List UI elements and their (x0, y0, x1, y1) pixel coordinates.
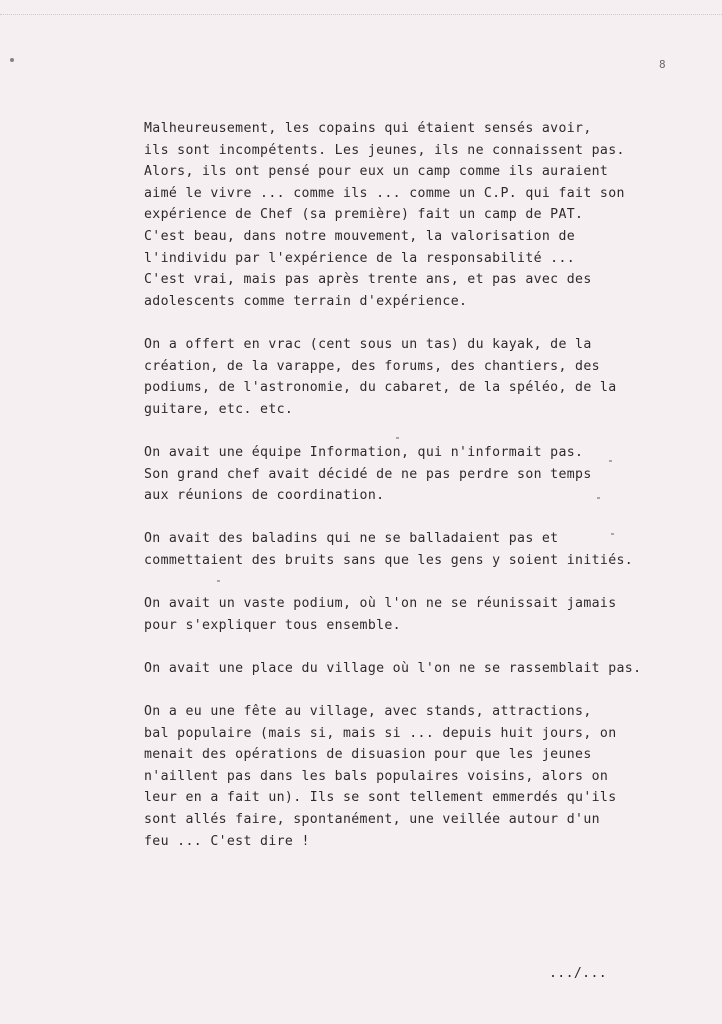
text-line: C'est beau, dans notre mouvement, la valorisation de (144, 228, 576, 244)
text-line: expérience de Chef (sa première) fait un camp de PAT. (144, 207, 584, 223)
continuation-mark: .../... (549, 966, 608, 981)
text-line: adolescents comme terrain d'expérience. (144, 293, 468, 309)
text-line: Alors, ils ont pensé pour eux un camp comme ils auraient (144, 164, 609, 180)
ink-speck (396, 437, 399, 439)
text-line: feu ... C'est dire ! (144, 833, 310, 849)
text-line: menait des opérations de disuasion pour que les jeunes (144, 747, 592, 763)
paragraph-gap (144, 571, 704, 593)
text-line: l'individu par l'expérience de la responsabilité ... (144, 250, 576, 266)
paragraph-gap (144, 507, 704, 529)
paragraph (144, 701, 704, 852)
paragraph-gap (144, 312, 704, 334)
text-line: aux réunions de coordination. (144, 488, 385, 504)
text-line: Malheureusement, les copains qui étaient sensés avoir, (144, 121, 592, 136)
text-line: sont allés faire, spontanément, une veillée autour d'un (144, 812, 600, 827)
text-line: On avait une équipe Information, qui n'informait pas. (144, 444, 584, 460)
text-line: Son grand chef avait décidé de ne pas perdre son temps (144, 466, 592, 482)
paragraph (144, 442, 704, 507)
text-line: aimé le vivre ... comme ils ... comme un C.P. qui fait son (144, 185, 625, 201)
text-line: pour s'expliquer tous ensemble. (144, 617, 401, 633)
text-line: guitare, etc. etc. (144, 401, 294, 417)
text-line: leur en a fait un). Ils se sont tellement emmerdés qu'ils (144, 790, 617, 806)
paragraph (144, 528, 704, 571)
paragraph-gap (144, 679, 704, 701)
text-line: On avait une place du village où l'on ne se rassemblait pas. (144, 660, 642, 676)
paragraph (144, 658, 704, 680)
text-line: n'aillent pas dans les bals populaires voisins, alors on (144, 768, 609, 784)
text-line: création, de la varappe, des forums, des chantiers, des (144, 358, 600, 374)
paragraph (144, 593, 704, 636)
paragraph (144, 118, 704, 312)
page-top-edge (0, 14, 722, 23)
paragraph-gap (144, 636, 704, 658)
paragraph (144, 334, 704, 420)
text-line: On avait des baladins qui ne se balladaient pas et (144, 531, 559, 547)
text-line: On a eu une fête au village, avec stands, attractions, (144, 704, 592, 720)
punch-mark (10, 58, 14, 62)
ink-speck (611, 533, 614, 535)
text-line: ils sont incompétents. Les jeunes, ils ne connaissent pas. (144, 142, 625, 158)
ink-speck (609, 460, 612, 462)
typed-body-text (144, 118, 704, 852)
text-line: bal populaire (mais si, mais si ... depuis huit jours, on (144, 725, 617, 741)
text-line: On avait un vaste podium, où l'on ne se réunissait jamais (144, 596, 617, 612)
page-number: 8 (659, 58, 666, 71)
text-line: On a offert en vrac (cent sous un tas) du kayak, de la (144, 336, 592, 352)
text-line: C'est vrai, mais pas après trente ans, et pas avec des (144, 272, 592, 288)
paragraph-gap (144, 420, 704, 442)
text-line: commettaient des bruits sans que les gens y soient initiés. (144, 552, 634, 568)
text-line: podiums, de l'astronomie, du cabaret, de la spéléo, de la (144, 380, 617, 396)
ink-speck (217, 580, 220, 582)
ink-speck (597, 497, 600, 499)
